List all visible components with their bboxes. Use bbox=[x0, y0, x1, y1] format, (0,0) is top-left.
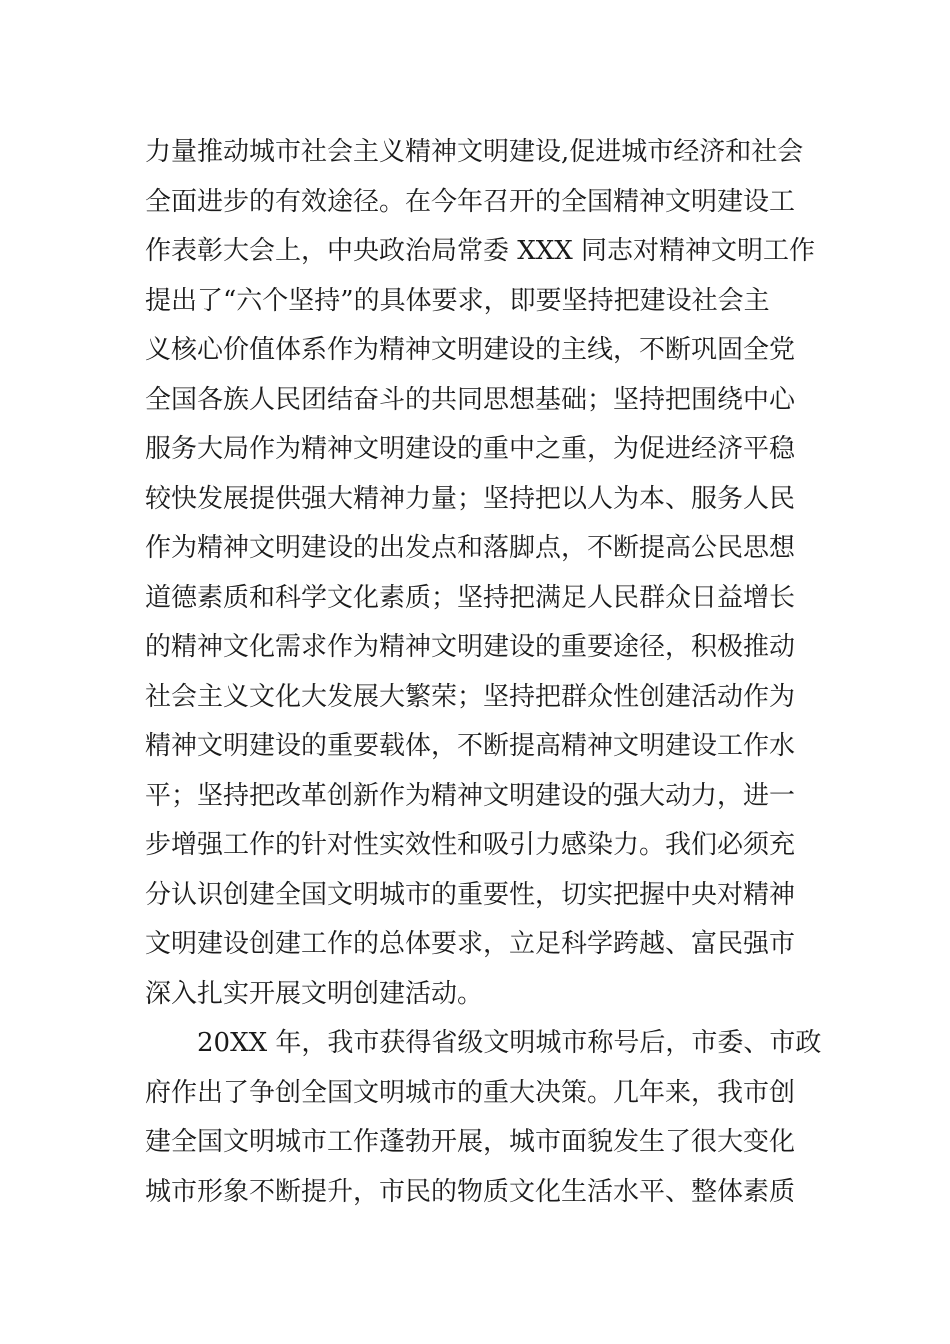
text-line: 道德素质和科学文化素质；坚持把满足人民群众日益增长 bbox=[145, 582, 796, 613]
text-line: 精神文明建设的重要载体，不断提高精神文明建设工作水 bbox=[145, 731, 796, 761]
paragraph-2 bbox=[145, 1019, 822, 1217]
text-line: 作表彰大会上，中央政治局常委 XXX 同志对精神文明工作 bbox=[145, 236, 816, 266]
text-line: 平；坚持把改革创新作为精神文明建设的强大动力，进一 bbox=[145, 780, 796, 811]
text-line: 20XX 年，我市获得省级文明城市称号后，市委、市政 bbox=[145, 1028, 822, 1058]
text-line: 文明建设创建工作的总体要求，立足科学跨越、富民强市 bbox=[145, 929, 796, 959]
text-line: 深入扎实开展文明创建活动。 bbox=[145, 978, 484, 1009]
text-line: 社会主义文化大发展大繁荣；坚持把群众性创建活动作为 bbox=[145, 681, 796, 712]
text-line: 较快发展提供强大精神力量；坚持把以人为本、服务人民 bbox=[145, 483, 796, 514]
body-text bbox=[145, 128, 822, 1217]
text-line: 作为精神文明建设的出发点和落脚点，不断提高公民思想 bbox=[145, 533, 796, 563]
text-line: 分认识创建全国文明城市的重要性，切实把握中央对精神 bbox=[145, 879, 796, 910]
text-line: 建全国文明城市工作蓬勃开展，城市面貌发生了很大变化 bbox=[145, 1127, 796, 1157]
text-line: 全面进步的有效途径。在今年召开的全国精神文明建设工 bbox=[145, 186, 796, 217]
text-line: 的精神文化需求作为精神文明建设的重要途径，积极推动 bbox=[145, 632, 796, 662]
paragraph-1 bbox=[145, 128, 816, 1019]
text-line: 服务大局作为精神文明建设的重中之重，为促进经济平稳 bbox=[145, 434, 796, 464]
text-line: 步增强工作的针对性实效性和吸引力感染力。我们必须充 bbox=[145, 830, 796, 860]
text-line: 义核心价值体系作为精神文明建设的主线，不断巩固全党 bbox=[145, 335, 796, 365]
text-line: 府作出了争创全国文明城市的重大决策。几年来，我市创 bbox=[145, 1077, 796, 1108]
text-line: 提出了“六个坚持”的具体要求，即要坚持把建设社会主 bbox=[145, 285, 770, 316]
text-line: 全国各族人民团结奋斗的共同思想基础；坚持把围绕中心 bbox=[145, 384, 796, 415]
text-line: 力量推动城市社会主义精神文明建设,促进城市经济和社会 bbox=[145, 137, 804, 167]
text-line: 城市形象不断提升，市民的物质文化生活水平、整体素质 bbox=[145, 1176, 796, 1207]
